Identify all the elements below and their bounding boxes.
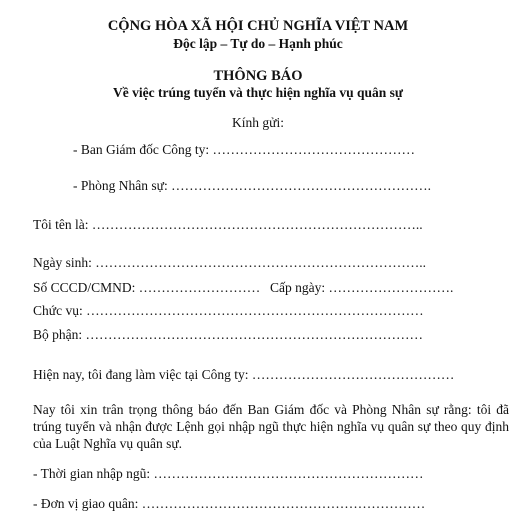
salutation: Kính gửi: (232, 115, 284, 130)
recipient-board: - Ban Giám đốc Công ty: ……………………………………… (73, 142, 415, 157)
field-dob: Ngày sinh: ……………………………………………………………….. (33, 255, 426, 270)
document-subtitle: Về việc trúng tuyển và thực hiện nghĩa vụ quân sự (113, 85, 403, 100)
field-position: Chức vụ: ………………………………………………………………… (33, 303, 424, 318)
field-name: Tôi tên là: ……………………………………………………………….. (33, 217, 423, 232)
employment-line: Hiện nay, tôi đang làm việc tại Công ty: ……………………………………… (33, 367, 455, 382)
motto: Độc lập – Tự do – Hạnh phúc (173, 36, 343, 51)
field-issue-date: Cấp ngày: ………………………. (270, 280, 454, 295)
field-id-number: Số CCCD/CMND: ……………………… (33, 280, 261, 295)
recipient-hr: - Phòng Nhân sự: …………………………………………………. (73, 178, 431, 193)
notice-paragraph: Nay tôi xin trân trọng thông báo đến Ban Giám đốc và Phòng Nhân sự rằng: tôi đã trúng tuyển và nhận được Lệnh gọi nhập ngũ thực hiện nghĩa vụ quân sự theo quy định của Luật Nghĩa vụ quân sự. (33, 402, 509, 451)
enlist-time: - Thời gian nhập ngũ: …………………………………………………… (33, 466, 424, 481)
country-header: CỘNG HÒA XÃ HỘI CHỦ NGHĨA VIỆT NAM (107, 18, 409, 34)
unit-line: - Đơn vị giao quân: ……………………………………………………… (33, 496, 426, 511)
field-department: Bộ phận: ………………………………………………………………… (33, 327, 423, 342)
document-title: THÔNG BÁO (213, 68, 303, 84)
